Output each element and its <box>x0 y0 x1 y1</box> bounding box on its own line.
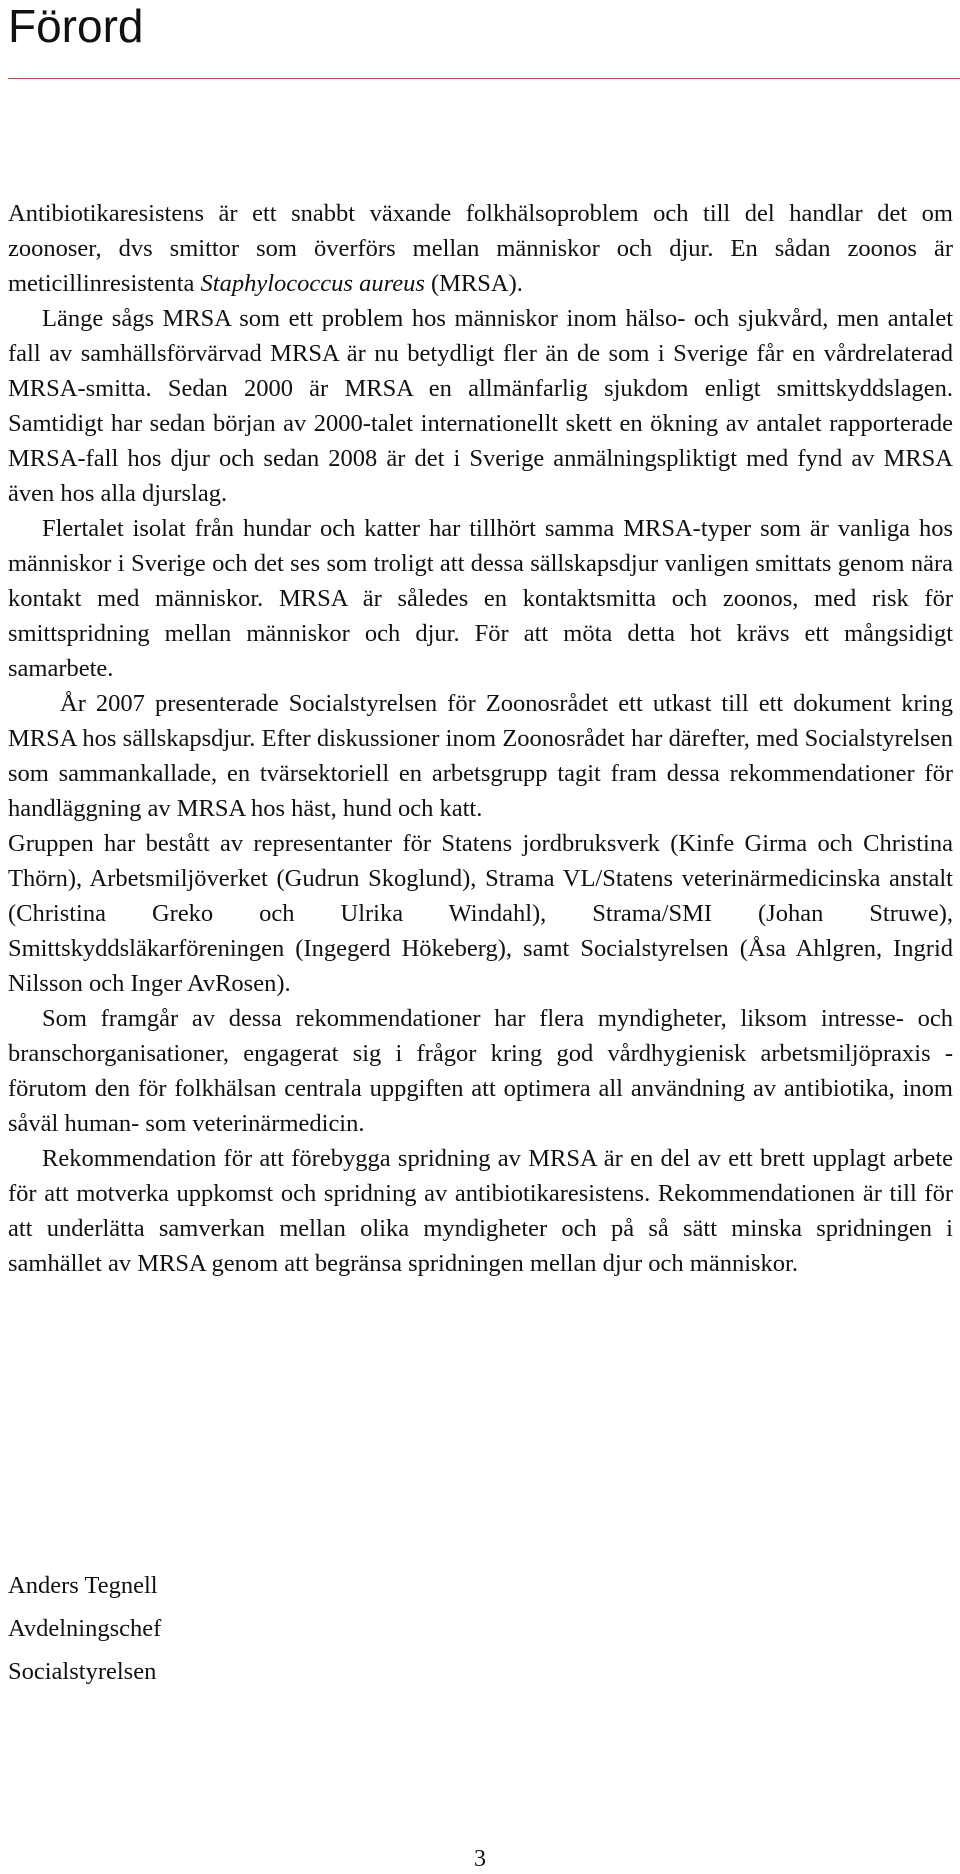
paragraph-1-start: Antibiotikaresistens är ett snabbt växande folkhälsoproblem och till del handlar det om zoonoser, dvs smittor som överförs mellan människor och djur. En sådan zoonos är meticillinresistenta <box>8 200 953 297</box>
signatory-name: Anders Tegnell <box>8 1572 158 1599</box>
signatory-organization: Socialstyrelsen <box>8 1658 157 1685</box>
paragraph-7: Rekommendation för att förebygga spridning av MRSA är en del av ett brett upplagt arbete för att motverka uppkomst och spridning av antibiotikaresistens. Rekommendationen är till för att underlätta samverkan mellan olika myndigheter och på så sätt minska spridningen i samhället av MRSA genom att begränsa spridningen mellan djur och människor. <box>8 1145 953 1277</box>
paragraph-1-end: (MRSA). <box>424 270 523 297</box>
signature-block <box>8 1564 161 1693</box>
paragraph-5: Gruppen har bestått av representanter för Statens jordbruksverk (Kinfe Girma och Christina Thörn), Arbetsmiljöverket (Gudrun Skoglund), Strama VL/Statens veterinärmedicinska anstalt (Christina Greko och Ulrika Windahl), Strama/SMI (Johan Struwe), Smittskyddsläkarföreningen (Ingegerd Hökeberg), samt Socialstyrelsen (Åsa Ahlgren, Ingrid Nilsson och Inger AvRosen). <box>8 830 953 997</box>
paragraph-4: År 2007 presenterade Socialstyrelsen för Zoonosrådet ett utkast till ett dokument kring MRSA hos sällskapsdjur. Efter diskussioner inom Zoonosrådet har därefter, med Socialstyrelsen som sammankallade, en tvärsektoriell en arbetsgrupp tagit fram dessa rekommendationer för handläggning av MRSA hos häst, hund och katt. <box>8 690 953 822</box>
paragraph-6: Som framgår av dessa rekommendationer har flera myndigheter, liksom intresse- och branschorganisationer, engagerat sig i frågor kring god vårdhygienisk arbetsmiljöpraxis - förutom den för folkhälsan centrala uppgiften att optimera all användning av antibiotika, inom såväl human- som veterinärmedicin. <box>8 1005 953 1137</box>
signatory-title: Avdelningschef <box>8 1615 162 1642</box>
paragraph-2: Länge sågs MRSA som ett problem hos människor inom hälso- och sjukvård, men antalet fall av samhällsförvärvad MRSA är nu betydligt fler än de som i Sverige får en vårdrelaterad MRSA-smitta. Sedan 2000 är MRSA en allmänfarlig sjukdom enligt smittskyddslagen. Samtidigt har sedan början av 2000-talet internationellt skett en ökning av antalet rapporterade MRSA-fall hos djur och sedan 2008 är det i Sverige anmälningspliktigt med fynd av MRSA även hos alla djurslag. <box>8 305 953 507</box>
heading-divider <box>8 78 960 79</box>
paragraph-3: Flertalet isolat från hundar och katter har tillhört samma MRSA-typer som är vanliga hos människor i Sverige och det ses som troligt att dessa sällskapsdjur vanligen smittats genom nära kontakt med människor. MRSA är således en kontaktsmitta och zoonos, med risk för smittspridning mellan människor och djur. För att möta detta hot krävs ett mångsidigt samarbete. <box>8 515 953 682</box>
species-name: Staphylococcus aureus <box>200 270 425 297</box>
paragraph-1 <box>8 196 953 301</box>
page-number: 3 <box>474 1846 486 1872</box>
foreword-body <box>8 196 953 1281</box>
page-heading: Förord <box>8 0 144 52</box>
